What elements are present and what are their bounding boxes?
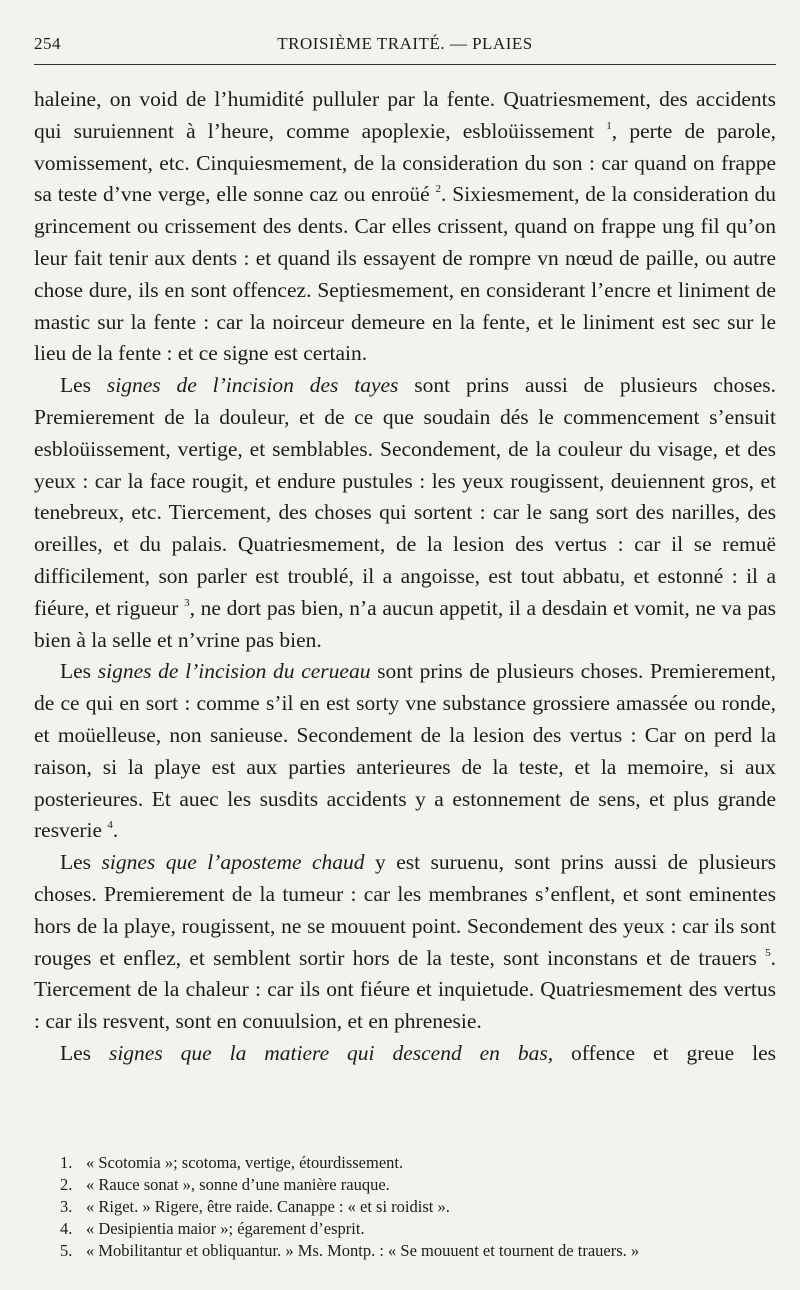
footnote: 1. « Scotomia »; scotoma, vertige, étourdissement. (60, 1153, 404, 1172)
footnote: 2. « Rauce sonat », sonne d’une manière rauque. (60, 1175, 390, 1194)
paragraph: Les signes de l’incision des tayes sont prins aussi de plusieurs choses. Premierement de la douleur, et de ce que soudain dés le commencement s’ensuit esbloüissement, vertige, et semblables. Secondement, de la couleur du visage, et des yeux : car la face rougit, et endure pustules : les yeux rougissent, deuiennent gros, et tenebreux, etc. Tiercement, des choses qui sortent : car le sang sort des narilles, des oreilles, et du palais. Quatriesmement, de la lesion des vertus : car il se remuë difficilement, son parler est troublé, il a angoisse, est tout abbatu, et estonné : il a fiéure, et rigueur $^3$, ne dort pas bien, n’a aucun appetit, il a desdain et vomit, ne va pas bien à la selle et n’vrine pas bien. (34, 373, 777, 652)
italic-heading: signes de l’incision des tayes (106, 373, 399, 398)
footnote: 4. « Desipientia maior »; égarement d’esprit. (60, 1219, 365, 1238)
body-text (34, 84, 776, 1070)
paragraph: haleine, on void de l’humidité pulluler par la fente. Quatriesmement, des accidents qui suruiennent à l’heure, comme apoplexie, esbloüissement $^1$, perte de parole, vomissement, etc. Cinquiesmement, de la consideration du son : car quand on frappe sa teste d’vne verge, elle sonne caz ou enroüé $^2$. Sixiesmement, de la consideration du grincement ou crissement des dents. Car elles crissent, quand on frappe ung fil qu’on leur fait tenir aux dents : et quand ils essayent de rompre vn nœud de paille, ou autre chose dure, ils en sont offencez. Septiesmement, en considerant l’encre et liniment de mastic sur la fente : car la noirceur demeure en la fente, et le liniment est sec sur le lieu de la fente : et ce signe est certain. (34, 87, 777, 366)
italic-heading: signes de l’incision du cerueau (97, 659, 371, 684)
footnote-ref: 2 (435, 183, 442, 196)
footnotes (34, 1152, 778, 1262)
footnote-ref: 1 (606, 119, 612, 132)
italic-heading: signes que la matiere qui descend en bas, (108, 1040, 554, 1065)
running-head: TROISIÈME TRAITÉ. — PLAIES (277, 34, 533, 53)
footnote: 3. « Riget. » Rigere, être raide. Canappe : « et si roidist ». (60, 1197, 450, 1216)
header-rule (34, 64, 776, 65)
footnote: 5. « Mobilitantur et obliquantur. » Ms. Montp. : « Se mouuent et tournent de trauers. » (60, 1241, 640, 1260)
page-header (34, 30, 776, 58)
paragraph: Les signes de l’incision du cerueau sont prins de plusieurs choses. Premierement, de ce qui en sort : comme s’il en est sorty vne substance grossiere amassée ou ronde, et moüelleuse, non sanieuse. Secondement de la lesion des vertus : Car on perd la raison, si la playe est aux parties anterieures de la teste, et la memoire, si aux posterieures. Et auec les susdits accidents y a estonnement de sens, et plus grande resverie $^4$. (34, 659, 776, 843)
italic-heading: signes que l’aposteme chaud (101, 850, 365, 875)
footnote-ref: 4 (107, 819, 113, 832)
page-number: 254 (34, 34, 61, 53)
paragraph: Les signes que la matiere qui descend en bas, offence et greue les (60, 1040, 776, 1065)
paragraph: Les signes que l’aposteme chaud y est suruenu, sont prins aussi de plusieurs choses. Premierement de la tumeur : car les membranes s’enflent, et sont eminentes hors de la playe, rougissent, ne se mouuent point. Secondement des yeux : car ils sont rouges et enflez, et semblent sortir hors de la teste, sont inconstans et de trauers $^5$. Tiercement de la chaleur : car ils ont fiéure et inquietude. Quatriesmement des vertus : car ils resvent, sont en conuulsion, et en phrenesie. (34, 850, 776, 1034)
footnote-ref: 3 (184, 596, 190, 609)
footnote-ref: 5 (765, 946, 771, 959)
